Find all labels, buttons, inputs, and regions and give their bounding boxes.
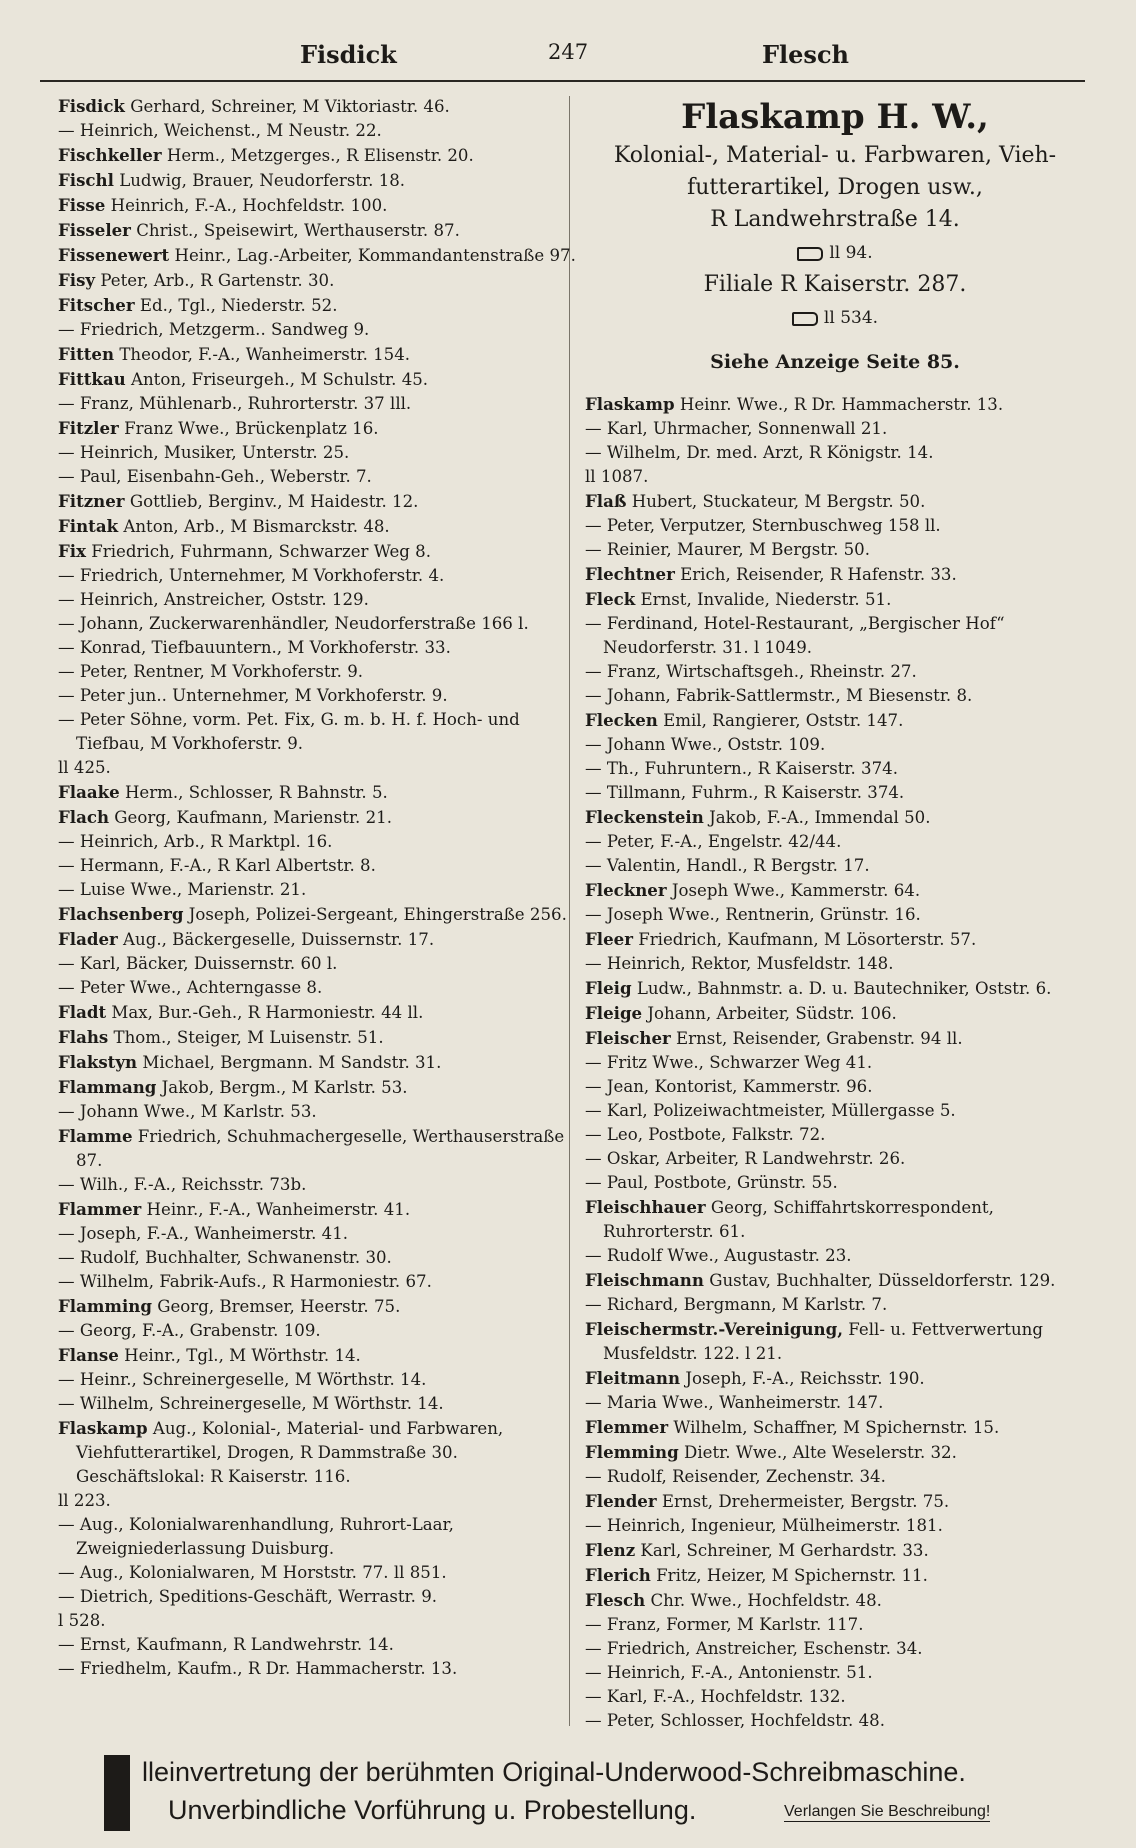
directory-entry [58,708,578,756]
directory-entry [585,1026,1085,1051]
entry-text: Joseph, F.-A., Reichsstr. 190. [685,1369,925,1388]
entry-text: — Wilh., F.-A., Reichsstr. 73b. [58,1175,307,1194]
entry-text: Gottlieb, Berginv., M Haidestr. 12. [129,492,419,511]
directory-entry [585,1195,1085,1244]
directory-entry [58,805,578,830]
directory-entry [58,119,578,143]
entry-text: Friedrich, Kaufmann, M Lösorterstr. 57. [638,930,977,949]
entry-surname: Flakstyn [58,1052,138,1072]
directory-entry [585,854,1085,878]
entry-text: — Franz, Wirtschaftsgeh., Rheinstr. 27. [585,662,917,681]
directory-entry [585,903,1085,927]
entry-text: — Johann Wwe., Oststr. 109. [585,735,826,754]
directory-entry [58,1270,578,1294]
directory-entry [585,1391,1085,1415]
entry-text: Ernst, Invalide, Niederstr. 51. [640,590,892,609]
directory-entry [58,902,578,927]
ad-phone-2 [792,302,878,334]
banner-note: Verlangen Sie Beschreibung! [784,1803,991,1820]
entry-text: Jakob, Bergm., M Karlstr. 53. [161,1078,408,1097]
entry-text: — Heinrich, Weichenst., M Neustr. 22. [58,121,382,140]
directory-entry [58,441,578,465]
directory-entry [58,976,578,1000]
directory-entry [585,1489,1085,1514]
entry-surname: Fittkau [58,369,126,389]
phone-hand-icon [792,312,818,326]
entry-text: Wilhelm, Schaffner, M Spichernstr. 15. [673,1418,1000,1437]
entry-text: Peter, Arb., R Gartenstr. 30. [100,271,335,290]
header-left: Fisdick [300,40,397,69]
entry-surname: Fix [58,541,86,561]
directory-entry [58,756,578,780]
directory-entry [585,1661,1085,1685]
entry-surname: Fleckenstein [585,807,704,827]
directory-entry [585,1538,1085,1563]
directory-entry [58,1025,578,1050]
entry-text: Ludw., Bahnmstr. a. D. u. Bautechniker, Oststr. 6. [636,979,1052,998]
directory-entry [58,1100,578,1124]
ad-line-3: R Landwehrstraße 14. [710,207,960,232]
directory-entry [585,660,1085,684]
entry-surname: Fintak [58,516,119,536]
entry-text: — Paul, Eisenbahn-Geh., Weberstr. 7. [58,467,372,486]
directory-entry [58,94,578,119]
entry-text: — Peter, Schlosser, Hochfeldstr. 48. [585,1711,885,1730]
entry-text: Ernst, Drehermeister, Bergstr. 75. [661,1492,950,1511]
entry-text: — Aug., Kolonialwarenhandlung, Ruhrort-Laar, Zweigniederlassung Duisburg. [58,1515,454,1558]
banner-initial-a-shape [104,1755,130,1831]
entry-text: Anton, Arb., M Bismarckstr. 48. [123,517,390,536]
directory-entry [58,168,578,193]
directory-entry [58,952,578,976]
entry-surname: Flachsenberg [58,904,184,924]
entry-text: Anton, Friseurgeh., M Schulstr. 45. [131,370,429,389]
entry-surname: Fleckner [585,880,667,900]
ad-branch: Filiale R Kaiserstr. 287. [703,272,967,297]
directory-entry [58,1585,578,1609]
directory-entry [58,780,578,805]
entry-text: — Peter, F.-A., Engelstr. 42/44. [585,832,842,851]
directory-entry [585,392,1085,417]
directory-entry [58,1633,578,1657]
directory-entry [58,636,578,660]
entry-surname: Fisseler [58,220,131,240]
entry-text: ll 223. [58,1491,111,1510]
entry-surname: Flender [585,1491,657,1511]
entry-text: — Rudolf, Reisender, Zechenstr. 34. [585,1467,886,1486]
entry-surname: Flammang [58,1077,157,1097]
entry-text: Hubert, Stuckateur, M Bergstr. 50. [631,492,926,511]
directory-entry [585,1440,1085,1465]
directory-entry [585,1514,1085,1538]
directory-entry [585,1709,1085,1733]
entry-text: — Peter jun.. Unternehmer, M Vorkhoferstr. 9. [58,686,448,705]
directory-entry [58,367,578,392]
banner-line-1: lleinvertretung der berühmten Original-Underwood-Schreibmaschine. [142,1757,966,1787]
entry-text: — Richard, Bergmann, M Karlstr. 7. [585,1295,888,1314]
entry-text: ll 425. [58,758,111,777]
entry-text: — Hermann, F.-A., R Karl Albertstr. 8. [58,856,376,875]
ad-phone-1 [797,237,872,269]
entry-text: — Wilhelm, Dr. med. Arzt, R Königstr. 14. [585,443,934,462]
directory-entry [585,1465,1085,1489]
directory-entry [585,1613,1085,1637]
directory-entry [585,465,1085,489]
ad-phone-2-number: ll 534. [823,308,879,328]
ad-phone-1-number: ll 94. [829,243,873,263]
directory-entry [585,1685,1085,1709]
entry-text: — Ernst, Kaufmann, R Landwehrstr. 14. [58,1635,394,1654]
entry-text: — Oskar, Arbeiter, R Landwehrstr. 26. [585,1149,906,1168]
entry-text: — Heinrich, Arb., R Marktpl. 16. [58,832,333,851]
entry-surname: Flader [58,929,118,949]
entry-surname: Fleischhauer [585,1197,706,1217]
directory-entry [58,1124,578,1173]
underwood-banner [104,1755,1079,1833]
left-column [58,94,578,1681]
directory-entry [58,854,578,878]
directory-entry [585,781,1085,805]
entry-surname: Flaß [585,491,627,511]
phone-hand-icon [797,247,823,261]
entry-surname: Fitten [58,344,115,364]
directory-entry [585,1147,1085,1171]
directory-entry [58,1075,578,1100]
entry-text: — Franz, Mühlenarb., Ruhrorterstr. 37 lll. [58,394,412,413]
entry-text: Georg, Bremser, Heerstr. 75. [157,1297,401,1316]
entry-surname: Flanse [58,1345,119,1365]
directory-entry [585,1244,1085,1268]
entry-surname: Flahs [58,1027,109,1047]
directory-entry [58,318,578,342]
entry-text: Heinr., Tgl., M Wörthstr. 14. [124,1346,361,1365]
directory-entry [58,342,578,367]
entry-text: — Johann Wwe., M Karlstr. 53. [58,1102,317,1121]
entry-text: — Peter Wwe., Achterngasse 8. [58,978,323,997]
directory-entry [585,538,1085,562]
entry-text: Chr. Wwe., Hochfeldstr. 48. [650,1591,882,1610]
entry-text: — Dietrich, Speditions-Geschäft, Werrastr. 9. [58,1587,438,1606]
entry-text: Max, Bur.-Geh., R Harmoniestr. 44 ll. [111,1003,424,1022]
directory-entry [58,1173,578,1197]
entry-text: — Heinrich, Ingenieur, Mülheimerstr. 181. [585,1516,943,1535]
entry-surname: Fleischer [585,1028,671,1048]
entry-surname: Fleischermstr.-Vereinigung, [585,1319,843,1339]
entry-surname: Fisse [58,195,106,215]
entry-text: — Heinrich, F.-A., Antonienstr. 51. [585,1663,873,1682]
entry-text: — Paul, Postbote, Grünstr. 55. [585,1173,838,1192]
entry-surname: Fisdick [58,96,125,116]
header-right: Flesch [762,40,849,69]
directory-entry [585,830,1085,854]
entry-text: — Fritz Wwe., Schwarzer Weg 41. [585,1053,873,1072]
directory-entry [58,588,578,612]
right-column [585,94,1085,1733]
directory-entry [58,514,578,539]
entry-text: Ed., Tgl., Niederstr. 52. [139,296,338,315]
directory-entry [585,927,1085,952]
entry-text: — Karl, Polizeiwachtmeister, Müllergasse 5. [585,1101,956,1120]
directory-entry [58,193,578,218]
directory-entry [58,830,578,854]
entry-text: — Th., Fuhruntern., R Kaiserstr. 374. [585,759,898,778]
directory-entry [58,1561,578,1585]
directory-entry [585,1317,1085,1366]
directory-entry [585,417,1085,441]
entry-surname: Fissenewert [58,245,170,265]
entry-surname: Fleig [585,978,632,998]
directory-entry [58,1197,578,1222]
directory-entry [58,684,578,708]
entry-surname: Fisy [58,270,96,290]
entry-surname: Flemming [585,1442,679,1462]
entry-text: Thom., Steiger, M Luisenstr. 51. [113,1028,384,1047]
entry-text: Theodor, F.-A., Wanheimerstr. 154. [119,345,411,364]
entry-surname: Fleck [585,589,636,609]
directory-entry [58,1319,578,1343]
directory-entry [58,218,578,243]
entry-text: — Wilhelm, Fabrik-Aufs., R Harmoniestr. 67. [58,1272,432,1291]
directory-entry [585,708,1085,733]
entry-text: Heinrich, F.-A., Hochfeldstr. 100. [110,196,388,215]
entry-text: — Peter, Rentner, M Vorkhoferstr. 9. [58,662,364,681]
entry-surname: Fitzner [58,491,125,511]
entry-surname: Flechtner [585,564,675,584]
directory-entry [58,927,578,952]
entry-surname: Fleischmann [585,1270,704,1290]
entry-text: Michael, Bergmann. M Sandstr. 31. [142,1053,442,1072]
entry-surname: Fladt [58,1002,107,1022]
entry-text: — Tillmann, Fuhrm., R Kaiserstr. 374. [585,783,905,802]
directory-entry [585,1563,1085,1588]
directory-entry [585,489,1085,514]
directory-entry [58,1513,578,1561]
entry-text: Jakob, F.-A., Immendal 50. [709,808,931,827]
directory-entry [58,143,578,168]
entry-text: — Rudolf, Buchhalter, Schwanenstr. 30. [58,1248,392,1267]
entry-text: Georg, Kaufmann, Marienstr. 21. [114,808,392,827]
directory-entry [585,976,1085,1001]
directory-entry [585,1588,1085,1613]
directory-entry [58,1609,578,1633]
entry-text: — Maria Wwe., Wanheimerstr. 147. [585,1393,884,1412]
entry-text: — Luise Wwe., Marienstr. 21. [58,880,307,899]
entry-text: — Peter, Verputzer, Sternbuschweg 158 ll. [585,516,941,535]
entry-text: Herm., Metzgerges., R Elisenstr. 20. [166,146,474,165]
entry-text: — Friedrich, Metzgerm.. Sandweg 9. [58,320,370,339]
entry-text: — Ferdinand, Hotel-Restaurant, „Bergischer Hof“ Neudorferstr. 31. l 1049. [585,614,1005,657]
directory-entry [585,1099,1085,1123]
directory-entry [58,1657,578,1681]
entry-text: — Aug., Kolonialwaren, M Horststr. 77. ll 851. [58,1563,447,1582]
entry-text: — Joseph, F.-A., Wanheimerstr. 41. [58,1224,349,1243]
entry-text: Friedrich, Schuhmachergeselle, Werthauserstraße 87. [76,1127,565,1170]
directory-entry [58,612,578,636]
entry-text: Gerhard, Schreiner, M Viktoriastr. 46. [130,97,450,116]
entry-text: — Karl, Uhrmacher, Sonnenwall 21. [585,419,888,438]
directory-entry [58,1050,578,1075]
entry-text: Fell- u. Fettverwertung Musfeldstr. 122. l 21. [603,1320,1043,1363]
entry-text: Aug., Kolonial-, Material- und Farbwaren, Viehfutterartikel, Drogen, R Dammstraße 30. Geschäftslokal: R Kaiserstr. 116. [76,1419,504,1486]
entry-text: Heinr. Wwe., R Dr. Hammacherstr. 13. [679,395,1004,414]
directory-entry [58,268,578,293]
banner-line-2: Unverbindliche Vorführung u. Probestellung. [168,1795,697,1825]
directory-entry [58,1294,578,1319]
entry-text: Johann, Arbeiter, Südstr. 106. [647,1004,897,1023]
entry-surname: Flaake [58,782,120,802]
entry-text: — Konrad, Tiefbauuntern., M Vorkhoferstr. 33. [58,638,451,657]
directory-entry [585,684,1085,708]
directory-entry [585,612,1085,660]
entry-text: — Heinrich, Anstreicher, Oststr. 129. [58,590,369,609]
directory-entry [585,757,1085,781]
entry-text: Joseph Wwe., Kammerstr. 64. [671,881,921,900]
entry-surname: Fischl [58,170,114,190]
entry-surname: Flammer [58,1199,142,1219]
entry-surname: Fitzler [58,418,119,438]
entry-text: Friedrich, Fuhrmann, Schwarzer Weg 8. [91,542,431,561]
entry-text: Karl, Schreiner, M Gerhardstr. 33. [640,1541,929,1560]
directory-entry [58,293,578,318]
entry-surname: Flemmer [585,1417,669,1437]
ad-reference: Siehe Anzeige Seite 85. [710,351,960,373]
entry-text: Fritz, Heizer, M Spichernstr. 11. [656,1566,928,1585]
directory-entry [58,1489,578,1513]
entry-surname: Flerich [585,1565,651,1585]
directory-entry [58,1246,578,1270]
directory-entry [585,733,1085,757]
right-entries [585,392,1085,1733]
directory-entry [58,392,578,416]
directory-entry [58,416,578,441]
entry-surname: Fleitmann [585,1368,681,1388]
entry-text: Joseph, Polizei-Sergeant, Ehingerstraße 256. [188,905,567,924]
entry-surname: Flach [58,807,110,827]
entry-surname: Fleige [585,1003,643,1023]
entry-surname: Fitscher [58,295,135,315]
entry-text: l 528. [58,1611,106,1630]
directory-entry [585,514,1085,538]
directory-entry [58,564,578,588]
entry-surname: Flaskamp [585,394,675,414]
directory-entry [585,805,1085,830]
header-rule [40,80,1085,82]
entry-text: Georg, Schiffahrtskorrespondent, Ruhrorterstr. 61. [603,1198,994,1241]
directory-entry [58,878,578,902]
page-number: 247 [548,40,589,64]
directory-entry [585,1051,1085,1075]
directory-entry [585,441,1085,465]
entry-text: — Friedrich, Unternehmer, M Vorkhoferstr. 4. [58,566,445,585]
directory-entry [585,1637,1085,1661]
entry-text: — Georg, F.-A., Grabenstr. 109. [58,1321,321,1340]
entry-text: Christ., Speisewirt, Werthauserstr. 87. [136,221,460,240]
directory-entry [585,878,1085,903]
directory-entry [58,1416,578,1489]
directory-entry [58,1343,578,1368]
ad-line-1: Kolonial-, Material- u. Farbwaren, Vieh- [613,143,1057,168]
entry-text: Erich, Reisender, R Hafenstr. 33. [680,565,957,584]
directory-entry [585,1293,1085,1317]
entry-text: — Joseph Wwe., Rentnerin, Grünstr. 16. [585,905,921,924]
directory-entry [585,1366,1085,1391]
directory-entry [585,952,1085,976]
entry-text: Dietr. Wwe., Alte Weselerstr. 32. [684,1443,957,1462]
entry-surname: Fleer [585,929,633,949]
directory-entry [585,1415,1085,1440]
entry-surname: Flesch [585,1590,646,1610]
entry-text: — Johann, Fabrik-Sattlermstr., M Biesenstr. 8. [585,686,973,705]
entry-text: Franz Wwe., Brückenplatz 16. [124,419,379,438]
entry-surname: Flamming [58,1296,152,1316]
ad-title: Flaskamp H. W., [681,97,989,137]
entry-text: — Franz, Former, M Karlstr. 117. [585,1615,864,1634]
entry-text: — Leo, Postbote, Falkstr. 72. [585,1125,826,1144]
entry-text: — Rudolf Wwe., Augustastr. 23. [585,1246,852,1265]
entry-text: Herm., Schlosser, R Bahnstr. 5. [124,783,388,802]
entry-text: — Heinrich, Musiker, Unterstr. 25. [58,443,350,462]
entry-surname: Flenz [585,1540,636,1560]
entry-text: — Jean, Kontorist, Kammerstr. 96. [585,1077,873,1096]
ad-line-2: futterartikel, Drogen usw., [687,175,983,200]
entry-text: — Heinr., Schreinergeselle, M Wörthstr. 14. [58,1370,427,1389]
directory-entry [58,1368,578,1392]
entry-text: Gustav, Buchhalter, Düsseldorferstr. 129. [709,1271,1056,1290]
entry-surname: Fischkeller [58,145,162,165]
entry-text: Ernst, Reisender, Grabenstr. 94 ll. [676,1029,963,1048]
directory-entry [585,587,1085,612]
entry-text: — Friedhelm, Kaufm., R Dr. Hammacherstr. 13. [58,1659,458,1678]
entry-text: Heinr., Lag.-Arbeiter, Kommandantenstraße 97. [174,246,576,265]
directory-entry [58,243,578,268]
entry-text: ll 1087. [585,467,649,486]
entry-text: — Heinrich, Rektor, Musfeldstr. 148. [585,954,894,973]
entry-text: Ludwig, Brauer, Neudorferstr. 18. [119,171,406,190]
directory-entry [58,660,578,684]
entry-text: — Karl, F.-A., Hochfeldstr. 132. [585,1687,846,1706]
directory-entry [58,1392,578,1416]
directory-entry [58,465,578,489]
entry-text: — Wilhelm, Schreinergeselle, M Wörthstr. 14. [58,1394,444,1413]
directory-entry [58,1000,578,1025]
entry-text: Heinr., F.-A., Wanheimerstr. 41. [146,1200,411,1219]
entry-text: — Johann, Zuckerwarenhändler, Neudorferstraße 166 l. [58,614,529,633]
entry-surname: Flaskamp [58,1418,148,1438]
entry-surname: Flecken [585,710,658,730]
entry-text: — Peter Söhne, vorm. Pet. Fix, G. m. b. H. f. Hoch- und Tiefbau, M Vorkhoferstr. 9. [58,710,520,753]
directory-entry [585,562,1085,587]
directory-entry [585,1075,1085,1099]
entry-text: Aug., Bäckergeselle, Duissernstr. 17. [123,930,435,949]
directory-entry [585,1268,1085,1293]
entry-text: — Karl, Bäcker, Duissernstr. 60 l. [58,954,338,973]
entry-text: — Valentin, Handl., R Bergstr. 17. [585,856,870,875]
flaskamp-advertisement [585,94,1085,378]
directory-entry [585,1123,1085,1147]
directory-entry [585,1001,1085,1026]
directory-entry [58,489,578,514]
directory-entry [585,1171,1085,1195]
entry-text: — Friedrich, Anstreicher, Eschenstr. 34. [585,1639,923,1658]
entry-text: — Reinier, Maurer, M Bergstr. 50. [585,540,871,559]
directory-entry [58,1222,578,1246]
entry-surname: Flamme [58,1126,133,1146]
entry-text: Emil, Rangierer, Oststr. 147. [663,711,904,730]
directory-entry [58,539,578,564]
